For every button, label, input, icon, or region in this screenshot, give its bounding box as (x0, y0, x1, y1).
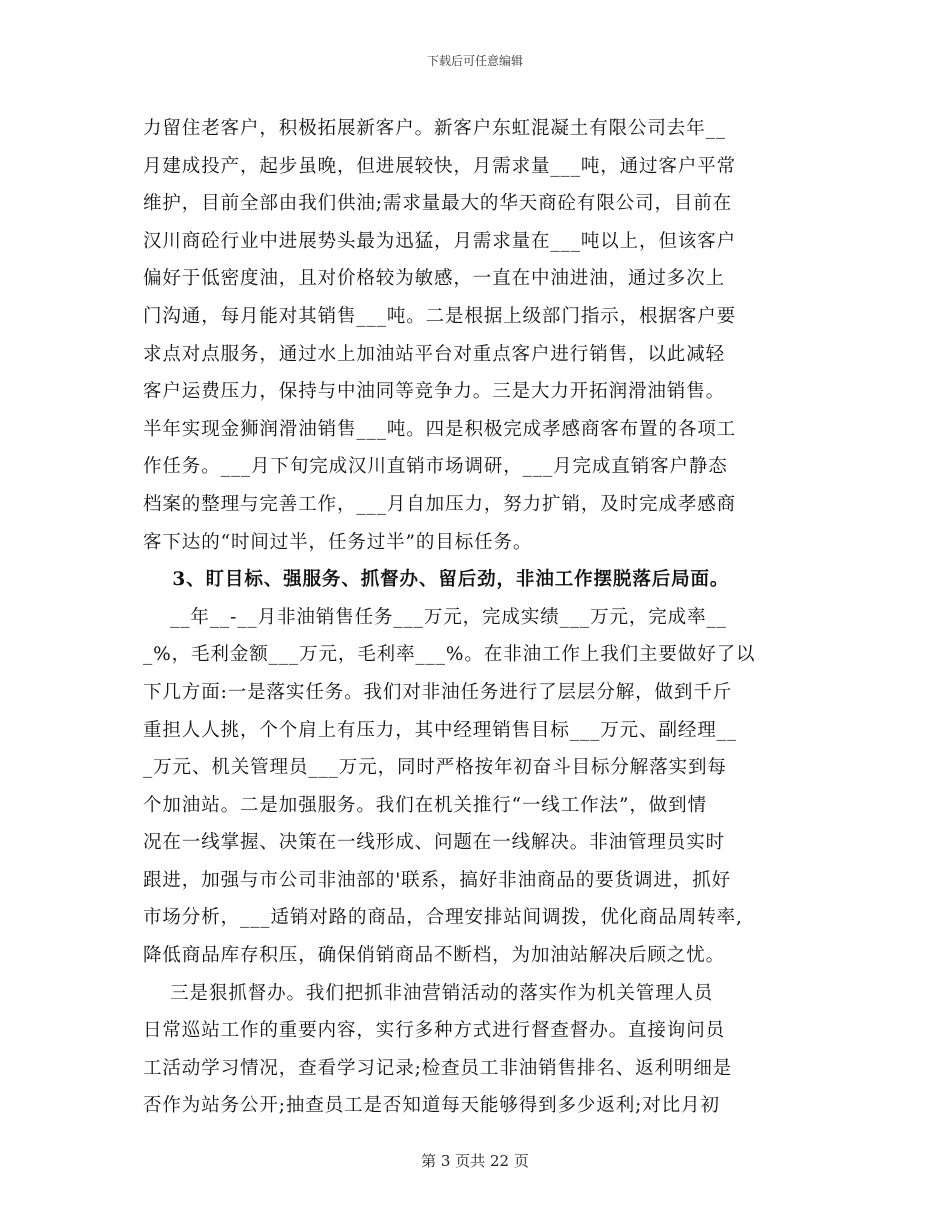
page-header: 下载后可任意编辑 (426, 54, 523, 68)
body-line: 跟进，加强与市公司非油部的'联系，搞好非油商品的要货调进，抓好 (143, 869, 731, 891)
body-line: 况在一线掌握、决策在一线形成、问题在一线解决。非油管理员实时 (143, 832, 726, 854)
body-line: 市场分析，___适销对路的商品，合理安排站间调拨，优化商品周转率, (143, 907, 743, 929)
body-line: 客下达的“时间过半，任务过半”的目标任务。 (143, 531, 533, 553)
body-line: 工活动学习情况，查看学习记录;检查员工非油销售排名、返利明细是 (143, 1057, 733, 1079)
body-line: 偏好于低密度油，且对价格较为敏感，一直在中油进油，通过多次上 (143, 268, 726, 290)
body-line: 月建成投产，起步虽晚，但进展较快，月需求量___吨，通过客户平常 (143, 155, 737, 177)
body-line: 半年实现金狮润滑油销售___吨。四是积极完成孝感商客布置的各项工 (143, 418, 737, 440)
body-line: 三是狠抓督办。我们把抓非油营销活动的落实作为机关管理人员 (143, 982, 714, 1004)
body-line: 门沟通，每月能对其销售___吨。二是根据上级部门指示，根据客户要 (143, 305, 737, 327)
page-footer: 第 3 页共 22 页 (421, 1152, 529, 1170)
body-line: 个加油站。二是加强服务。我们在机关推行“一线工作法”，做到情 (143, 794, 707, 816)
body-line: _万元、机关管理员___万元，同时严格按年初奋斗目标分解落实到每 (143, 757, 727, 779)
body-line: 日常巡站工作的重要内容，实行多种方式进行督查督办。直接询问员 (143, 1020, 726, 1042)
document-body (143, 110, 811, 1125)
body-line: __年__-__月非油销售任务___万元，完成实绩___万元，完成率__ (143, 606, 727, 628)
body-line: 维护，目前全部由我们供油;需求量最大的华天商砼有限公司，目前在 (143, 193, 733, 215)
body-line: 求点对点服务，通过水上加油站平台对重点客户进行销售，以此减轻 (143, 343, 726, 365)
body-line: 客户运费压力，保持与中油同等竞争力。三是大力开拓润滑油销售。 (143, 381, 726, 403)
body-line: 下几方面:一是落实任务。我们对非油任务进行了层层分解，做到千斤 (143, 681, 733, 703)
body-line: 否作为站务公开;抽查员工是否知道每天能够得到多少返利;对比月初 (143, 1095, 720, 1117)
body-line: 汉川商砼行业中进展势头最为迅猛，月需求量在___吨以上，但该客户 (143, 230, 737, 252)
body-line: _%，毛利金额___万元，毛利率___%。在非油工作上我们主要做好了以 (143, 644, 756, 666)
body-line: 降低商品库存积压，确保俏销商品不断档，为加油站解决后顾之忧。 (143, 945, 726, 967)
body-line: 重担人人挑，个个肩上有压力，其中经理销售目标___万元、副经理__ (143, 719, 737, 741)
body-line: 力留住老客户，积极拓展新客户。新客户东虹混凝土有限公司去年__ (143, 118, 726, 139)
body-line: 作任务。___月下旬完成汉川直销市场调研，___月完成直销客户静态 (143, 456, 728, 478)
section-heading: 3、盯目标、强服务、抓督办、留后劲，非油工作摆脱落后局面。 (143, 569, 730, 591)
body-line: 档案的整理与完善工作，___月自加压力，努力扩销，及时完成孝感商 (143, 493, 737, 515)
